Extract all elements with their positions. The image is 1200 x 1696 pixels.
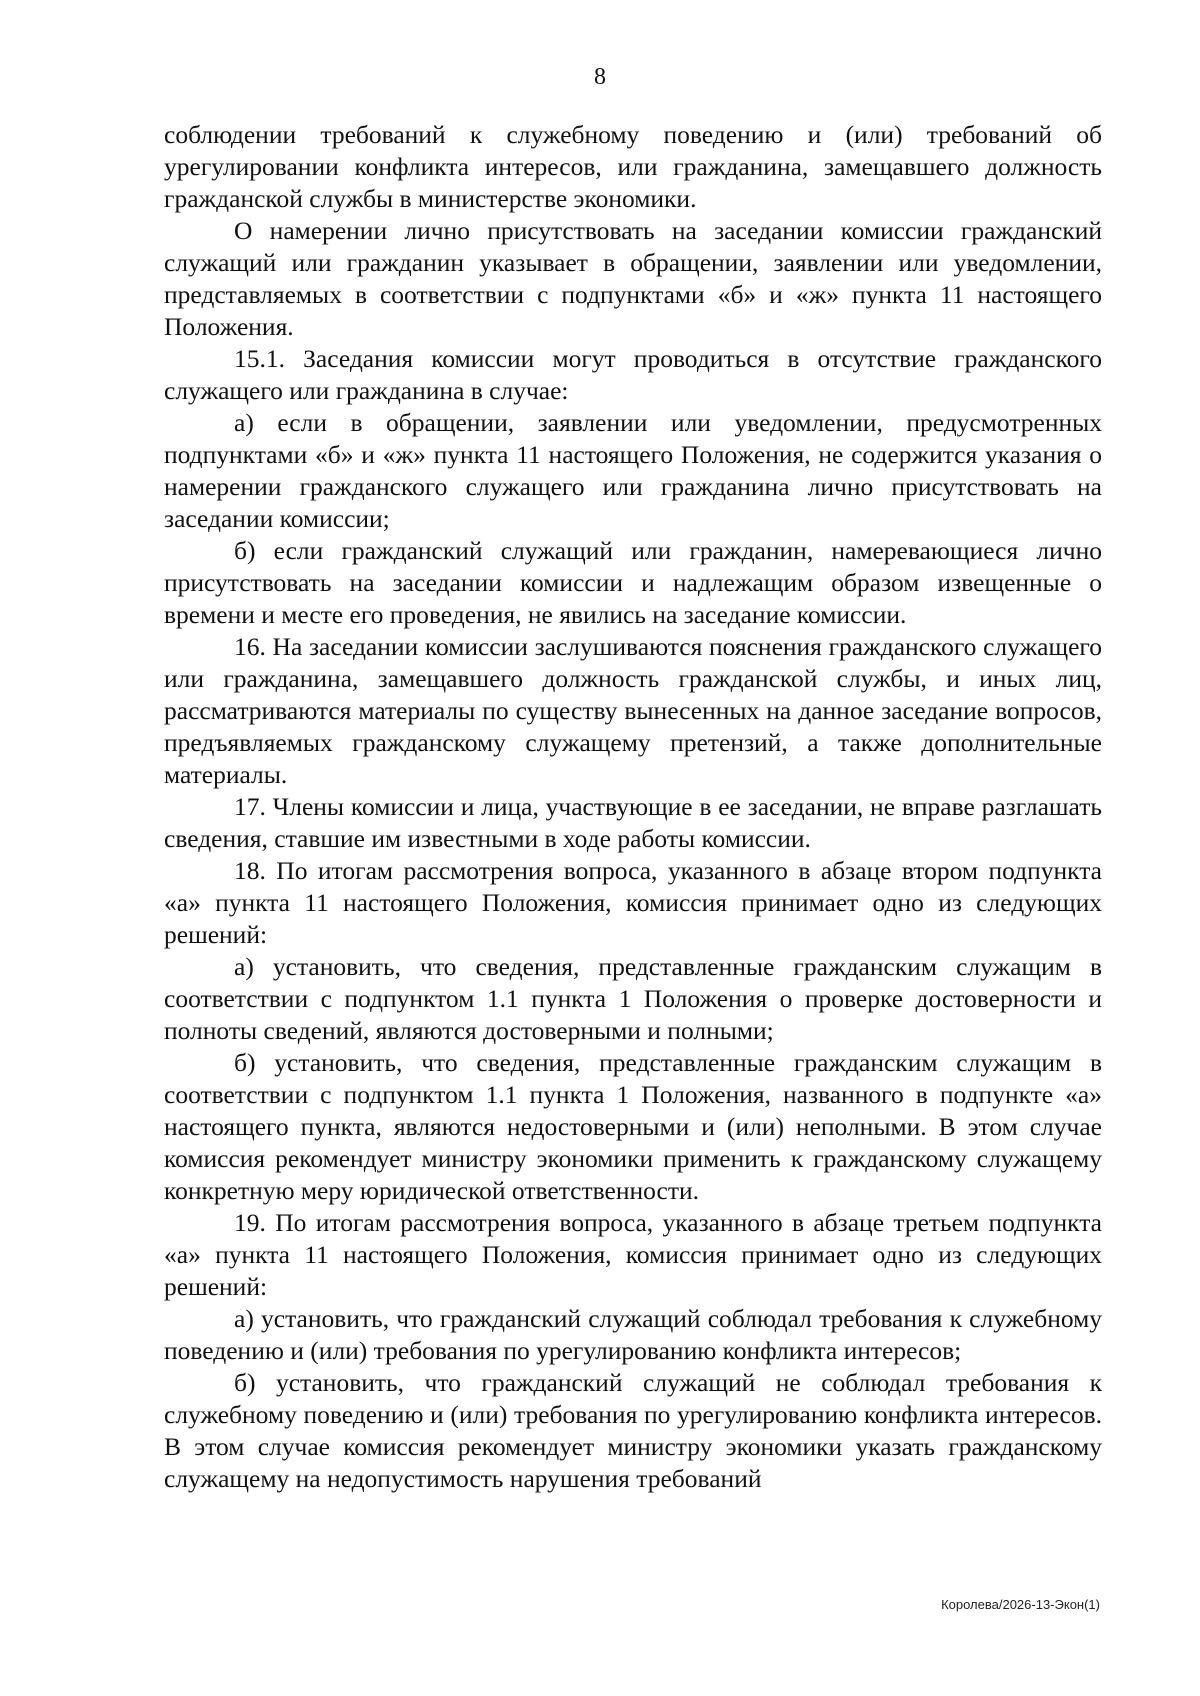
paragraph-15-1-b: б) если гражданский служащий или гражданин, намеревающиеся лично присутствовать на заседании комиссии и надлежащим образом извещенные о времени и месте его проведения, не явились на заседание комиссии. [164, 536, 1102, 629]
paragraph-15-1-a: а) если в обращении, заявлении или уведомлении, предусмотренных подпунктами «б» и «ж» пункта 11 настоящего Положения, не содержится указания о намерении гражданского служащего или гражданина лично присутствовать на заседании комиссии; [164, 408, 1102, 533]
paragraph-18: 18. По итогам рассмотрения вопроса, указанного в абзаце втором подпункта «а» пункта 11 настоящего Положения, комиссия принимает одно из следующих решений: [164, 856, 1102, 949]
document-body [164, 119, 1102, 1495]
paragraph-18-a: а) установить, что сведения, представленные гражданским служащим в соответствии с подпунктом 1.1 пункта 1 Положения о проверке достоверности и полноты сведений, являются достоверными и полными; [164, 952, 1102, 1045]
paragraph-attendance-intent: О намерении лично присутствовать на заседании комиссии гражданский служащий или гражданин указывает в обращении, заявлении или уведомлении, представляемых в соответствии с подпунктами «б» и «ж» пункта 11 настоящего Положения. [164, 216, 1102, 341]
paragraph-19-a: а) установить, что гражданский служащий соблюдал требования к служебному поведению и (или) требования по урегулированию конфликта интересов; [164, 1304, 1102, 1365]
paragraph-continuation: соблюдении требований к служебному поведению и (или) требований об урегулировании конфликта интересов, или гражданина, замещавшего должность гражданской службы в министерстве экономики. [164, 120, 1102, 213]
footer-document-code: Королева/2026-13-Экон(1) [941, 1597, 1100, 1612]
page-number: 8 [594, 64, 606, 90]
paragraph-19: 19. По итогам рассмотрения вопроса, указанного в абзаце третьем подпункта «а» пункта 11 настоящего Положения, комиссия принимает одно из следующих решений: [164, 1208, 1102, 1301]
paragraph-17: 17. Члены комиссии и лица, участвующие в ее заседании, не вправе разглашать сведения, ставшие им известными в ходе работы комиссии. [164, 792, 1102, 853]
paragraph-18-b: б) установить, что сведения, представленные гражданским служащим в соответствии с подпунктом 1.1 пункта 1 Положения, названного в подпункте «а» настоящего пункта, являются недостоверными и (или) неполными. В этом случае комиссия рекомендует министру экономики применить к гражданскому служащему конкретную меру юридической ответственности. [164, 1048, 1102, 1205]
paragraph-15-1: 15.1. Заседания комиссии могут проводиться в отсутствие гражданского служащего или гражданина в случае: [164, 344, 1102, 405]
paragraph-19-b: б) установить, что гражданский служащий не соблюдал требования к служебному поведению и (или) требования по урегулированию конфликта интересов. В этом случае комиссия рекомендует министру экономики указать гражданскому служащему на недопустимость нарушения требований [164, 1368, 1102, 1493]
paragraph-16: 16. На заседании комиссии заслушиваются пояснения гражданского служащего или гражданина, замещавшего должность гражданской службы, и иных лиц, рассматриваются материалы по существу вынесенных на данное заседание вопросов, предъявляемых гражданскому служащему претензий, а также дополнительные материалы. [164, 632, 1102, 789]
